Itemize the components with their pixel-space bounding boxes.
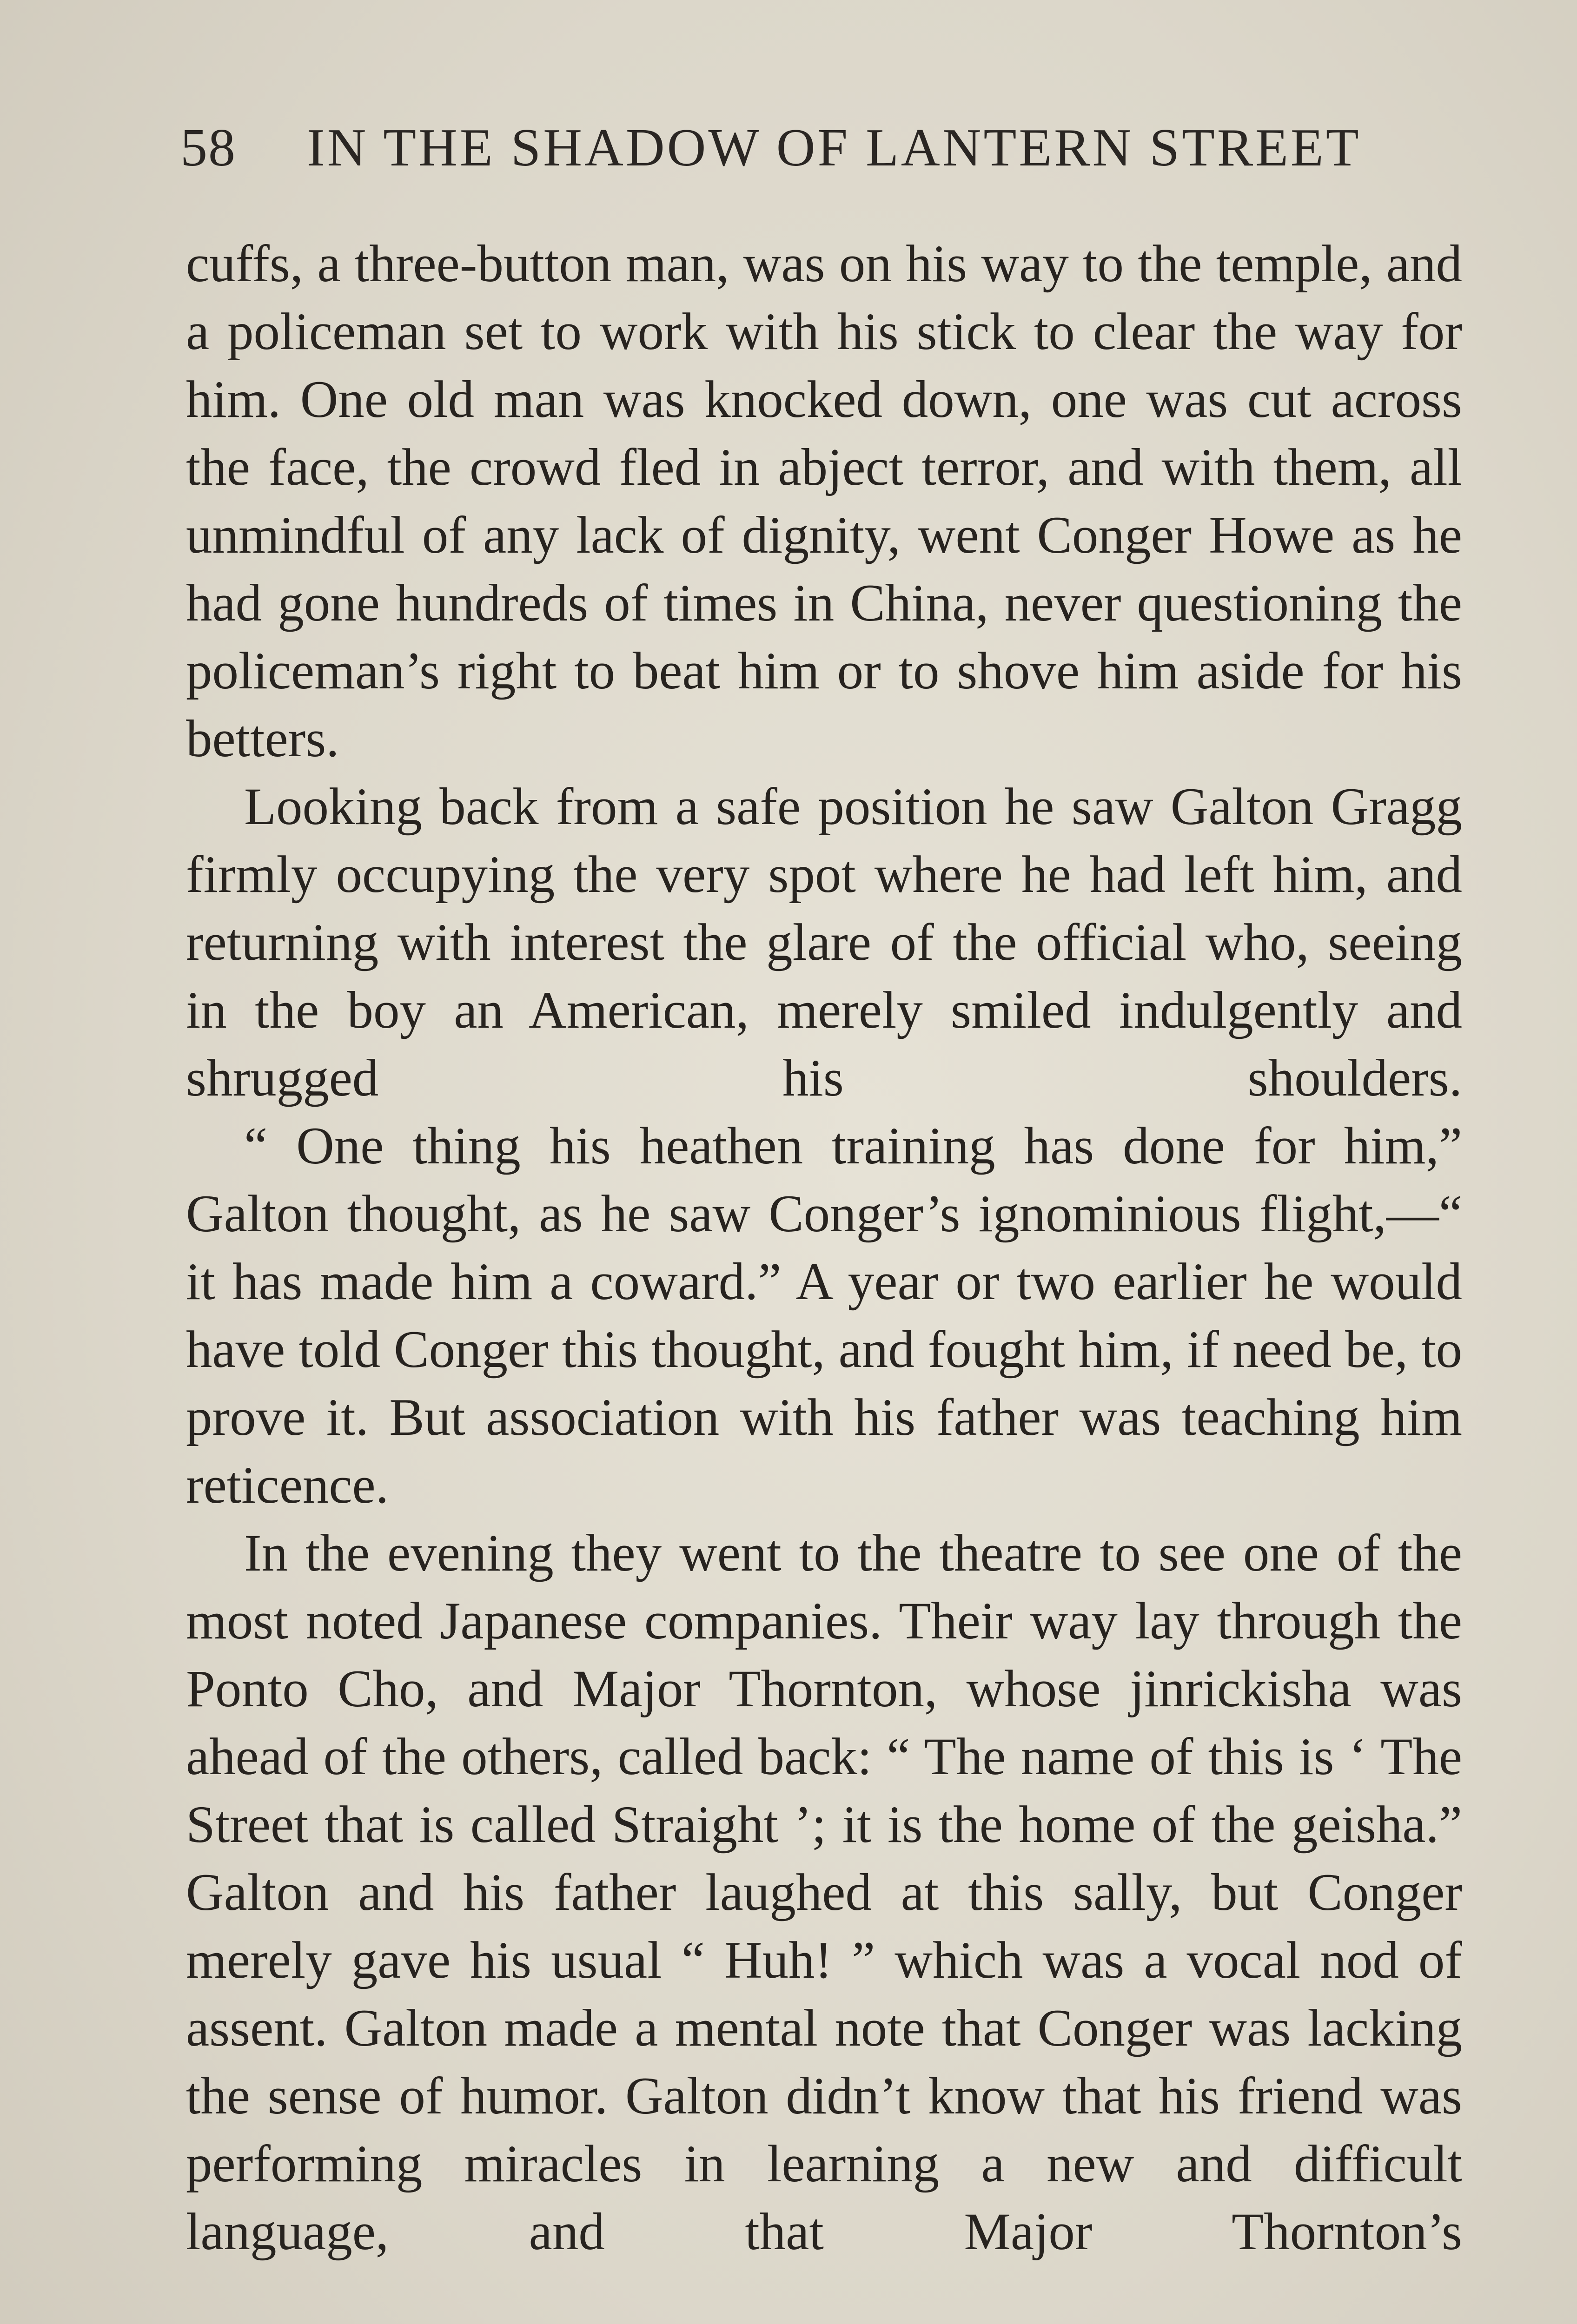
paragraph: cuffs, a three-button man, was on his way to the temple, and a policeman set to work with his stick to clear the way for him. One old man was knocked down, one was cut across the face, the crowd fled in abject terror, and with them, all unmindful of any lack of dignity, went Conger Howe as he had gone hundreds of times in China, never questioning the policeman’s right to beat him or to shove him aside for his betters. <box>186 235 1462 768</box>
running-head <box>180 111 1464 185</box>
running-title: IN THE SHADOW OF LANTERN STREET <box>307 118 1361 178</box>
body-text <box>186 230 1462 2266</box>
paragraph: In the evening they went to the theatre to see one of the most noted Japanese companies. Their way lay through the Ponto Cho, and Major Thornton, whose jinrickisha was ahead of the others, called back: “ The name of this is ‘ The Street that is called Straight ’; it is the home of the geisha.” Galton and his father laughed at this sally, but Conger merely gave his usual “ Huh! ” which was a vocal nod of assent. Galton made a mental note that Conger was lacking the sense of humor. Galton didn’t know that his friend was performing miracles in learning a new and difficult language, and that Major Thornton’s <box>186 1524 1462 2261</box>
paragraph: Looking back from a safe position he saw Galton Gragg firmly occupying the very spot where he had left him, and returning with interest the glare of the official who, seeing in the boy an American, merely smiled indulgently and shrugged his shoulders. <box>186 778 1462 1107</box>
paragraph: “ One thing his heathen training has done for him,” Galton thought, as he saw Conger’s ignominious flight,—“ it has made him a coward.” A year or two earlier he would have told Conger this thought, and fought him, if need be, to prove it. But association with his father was teaching him reticence. <box>186 1117 1462 1514</box>
page-number: 58 <box>180 118 236 178</box>
